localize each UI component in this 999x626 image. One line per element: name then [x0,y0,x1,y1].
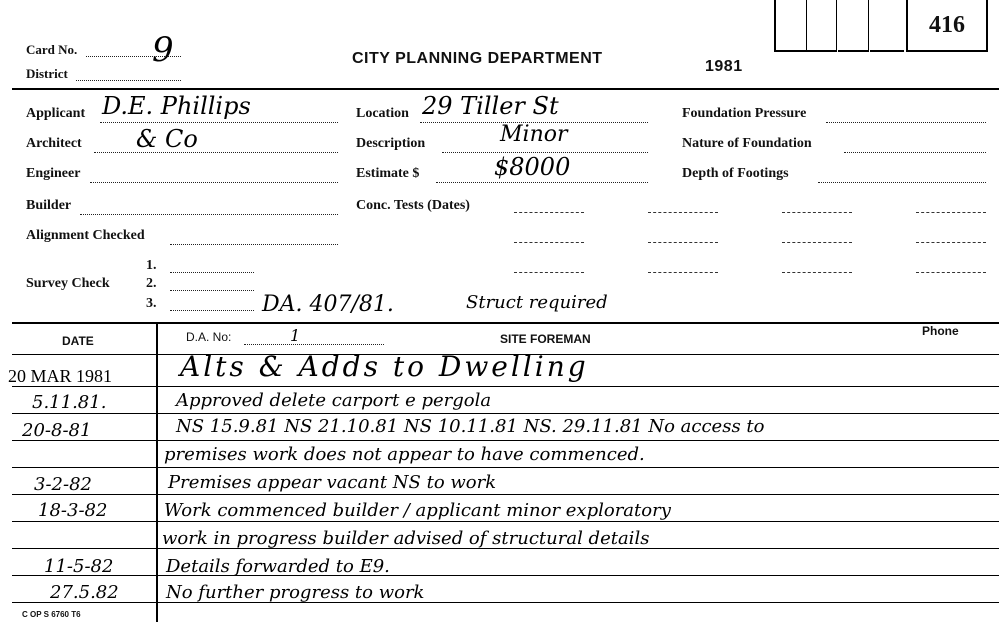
survey-line-2 [170,290,254,291]
row-text-8: Details forwarded to E9. [166,556,390,577]
form-code: C OP S 6760 T6 [22,610,81,619]
architect-label: Architect [26,136,82,151]
description-label: Description [356,136,426,151]
applicant-line [100,122,338,123]
row-date-2: 5.11.81. [32,392,107,413]
date-column-divider [156,322,158,622]
card-no-value: 9 [152,30,174,70]
survey-num-1: 1. [146,258,157,273]
engineer-label: Engineer [26,166,81,181]
conc-dash-2b [648,242,718,243]
estimate-value: $8000 [494,153,571,181]
conc-dash-1d [916,212,986,213]
row-text-5: Premises appear vacant NS to work [168,472,497,493]
conc-dash-3c [782,272,852,273]
card-no-label: Card No. [26,42,78,57]
row-date-3: 20-8-81 [22,420,92,441]
survey-line-3 [170,310,254,311]
survey-check-label: Survey Check [26,276,110,291]
conc-dash-2c [782,242,852,243]
survey-num-2: 2. [146,276,157,291]
alignment-line [170,244,338,245]
conc-dash-1a [514,212,584,213]
row-line-5 [12,494,999,495]
survey-line-1 [170,272,254,273]
location-value: 29 Tiller St [422,92,559,120]
da-no-line [244,344,384,345]
nature-foundation-line [844,152,986,153]
row-line-2 [12,413,999,414]
row-line-4 [12,467,999,468]
row-text-4: premises work does not appear to have commenced. [164,444,645,465]
conc-dash-3d [916,272,986,273]
row-date-1: 20 MAR 1981 [8,366,113,386]
builder-label: Builder [26,198,72,213]
card-number-box-main [906,0,988,52]
foundation-pressure-line [826,122,986,123]
card-number-box-1 [774,0,807,52]
year: 1981 [705,58,743,75]
row-line-9 [12,602,999,603]
conc-dash-2a [514,242,584,243]
conc-dash-1c [782,212,852,213]
date-header: DATE [62,334,94,348]
row-text-2: Approved delete carport e pergola [176,390,492,411]
nature-foundation-label: Nature of Foundation [682,136,812,151]
row-text-3: NS 15.9.81 NS 21.10.81 NS 10.11.81 NS. 29.11.81 No access to [176,416,765,437]
row-date-8: 11-5-82 [44,556,114,577]
card-number-box-3 [838,0,869,52]
header-divider [12,88,999,90]
card-number-box-2 [806,0,837,52]
survey-num-3: 3. [146,296,157,311]
survey-3-value: DA. 407/81. [262,292,394,317]
row-line-6 [12,521,999,522]
card-number-box-4 [870,0,904,52]
depth-footings-label: Depth of Footings [682,166,789,181]
row-text-6: Work commenced builder / applicant minor exploratory [164,500,671,521]
row-date-9: 27.5.82 [50,582,119,603]
phone-label: Phone [922,324,959,338]
conc-dash-3a [514,272,584,273]
da-no-label: D.A. No: [186,330,232,344]
table-top-divider [12,322,999,324]
district-label: District [26,66,68,81]
page-title: CITY PLANNING DEPARTMENT [352,50,603,67]
da-no-value: 1 [290,326,301,345]
architect-line [94,152,338,153]
description-value: Minor [500,122,568,147]
location-label: Location [356,106,409,121]
site-foreman-label: SITE FOREMAN [500,332,591,346]
row-date-5: 3-2-82 [34,474,92,495]
estimate-label: Estimate $ [356,166,420,181]
depth-footings-line [818,182,986,183]
row-line-1 [12,386,999,387]
card-number: 416 [929,11,965,38]
row-line-3 [12,440,999,441]
foundation-pressure-label: Foundation Pressure [682,106,807,121]
applicant-label: Applicant [26,106,86,121]
conc-dash-2d [916,242,986,243]
row-text-7: work in progress builder advised of structural details [162,528,650,549]
estimate-line [436,182,648,183]
survey-note: Struct required [466,292,608,313]
architect-value: & Co [136,125,198,153]
row-text-1: Alts & Adds to Dwelling [180,350,589,383]
applicant-value: D.E. Phillips [102,92,251,120]
row-date-6: 18-3-82 [38,500,108,521]
alignment-label: Alignment Checked [26,228,145,243]
district-line [76,80,181,81]
row-text-9: No further progress to work [166,582,425,603]
engineer-line [90,182,338,183]
builder-line [80,214,338,215]
conc-tests-label: Conc. Tests (Dates) [356,198,470,213]
conc-dash-3b [648,272,718,273]
conc-dash-1b [648,212,718,213]
row-line-8 [12,575,999,576]
